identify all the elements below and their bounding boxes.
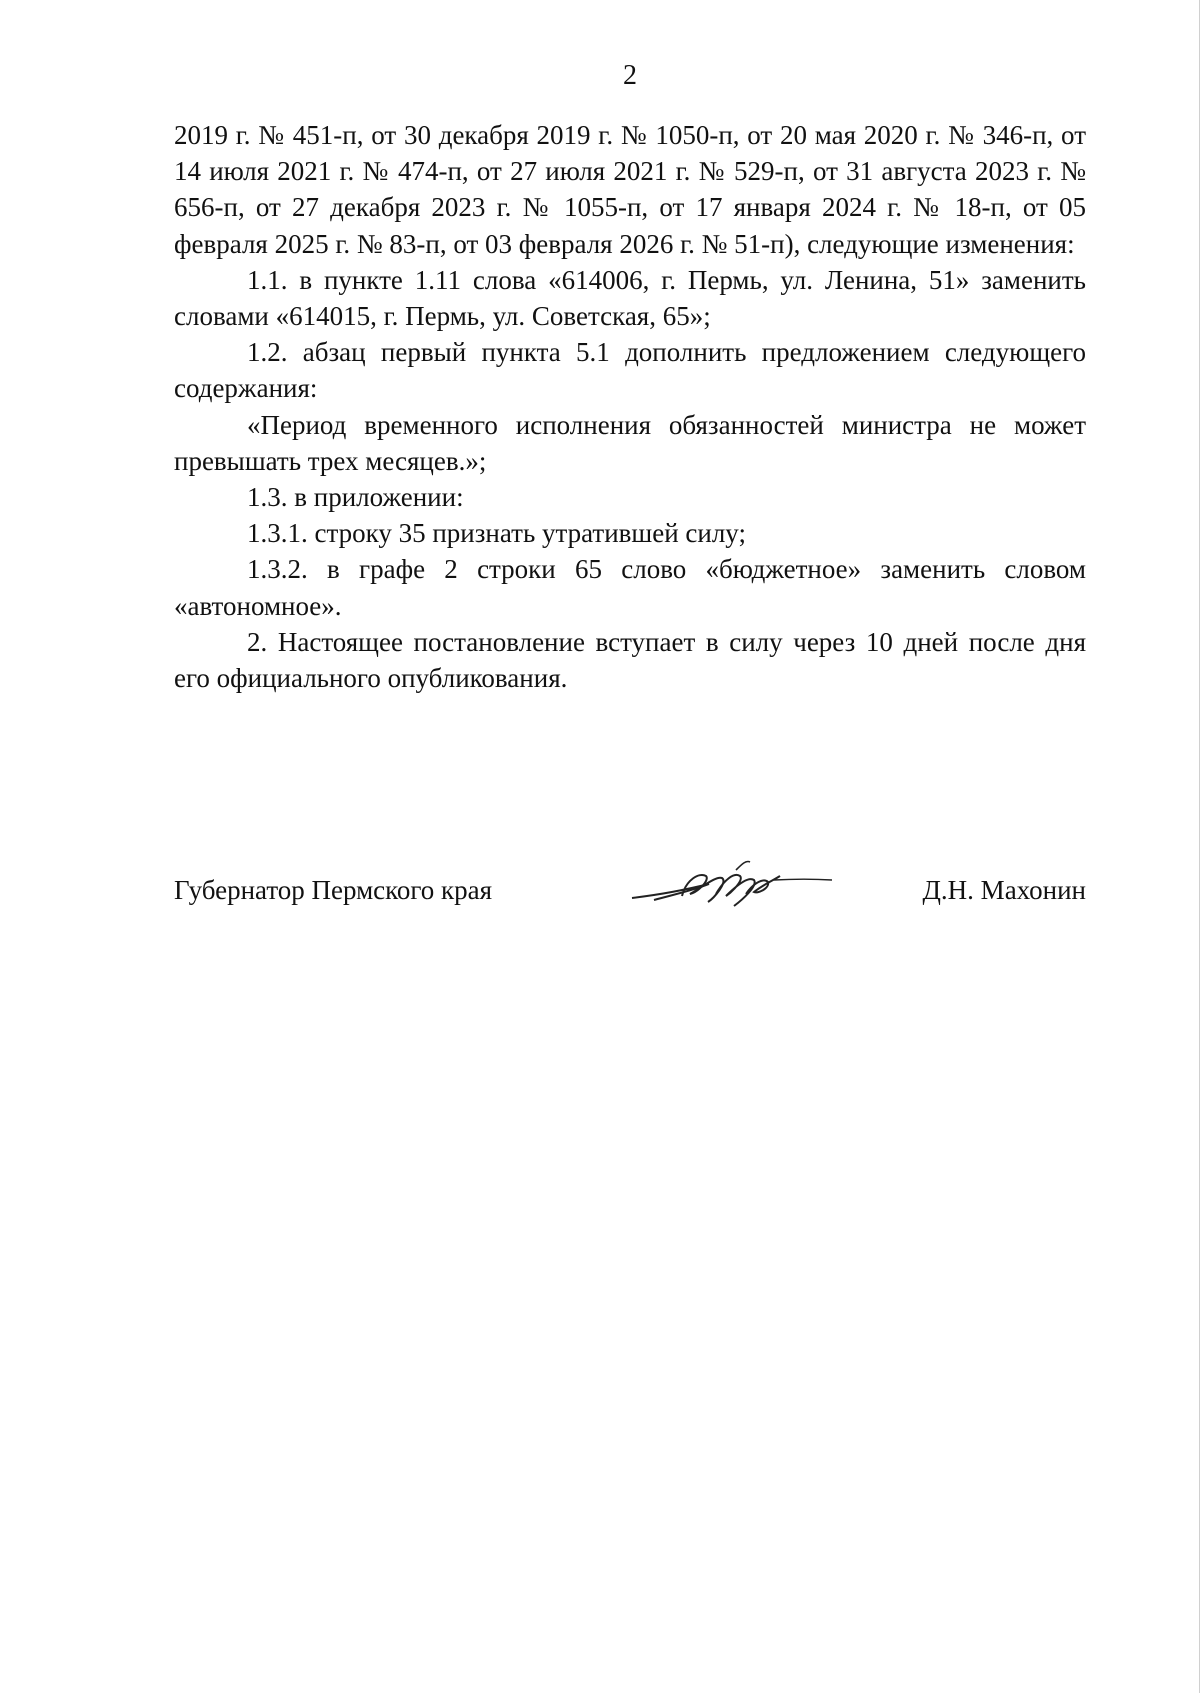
handwritten-signature-icon — [624, 850, 834, 920]
document-body — [174, 117, 1086, 696]
paragraph-amendment-list: 2019 г. № 451-п, от 30 декабря 2019 г. № 1050-п, от 20 мая 2020 г. № 346-п, от 14 июля 2021 г. № 474-п, от 27 июля 2021 г. № 529-п, от 31 августа 2023 г. № 656-п, от 27 декабря 2023 г. № 1055-п, от 17 января 2024 г. № 18-п, от 05 февраля 2025 г. № 83-п, от 03 февраля 2026 г. № 51-п), следующие изменения: — [174, 120, 1086, 259]
signatory-name: Д.Н. Махонин — [922, 875, 1086, 905]
paragraph-item-1-3-1: 1.3.1. строку 35 признать утратившей силу; — [247, 518, 746, 549]
page-number: 2 — [623, 60, 637, 91]
paragraph-item-1-3: 1.3. в приложении: — [247, 482, 464, 513]
paragraph-item-2: 2. Настоящее постановление вступает в силу через 10 дней после дня его официального опубликования. — [174, 626, 1086, 694]
paragraph-item-1-3-2: 1.3.2. в графе 2 строки 65 слово «бюджетное» заменить словом «автономное». — [174, 554, 1086, 621]
signature-block — [174, 872, 1086, 922]
paragraph-quote: «Период временного исполнения обязанностей министра не может превышать трех месяцев.»; — [174, 409, 1086, 476]
signatory-position: Губернатор Пермского края — [174, 875, 493, 905]
paragraph-item-1-2: 1.2. абзац первый пункта 5.1 дополнить предложением следующего содержания: — [174, 337, 1086, 404]
paragraph-item-1-1: 1.1. в пункте 1.11 слова «614006, г. Пермь, ул. Ленина, 51» заменить словами «614015, г. Пермь, ул. Советская, 65»; — [174, 264, 1086, 332]
